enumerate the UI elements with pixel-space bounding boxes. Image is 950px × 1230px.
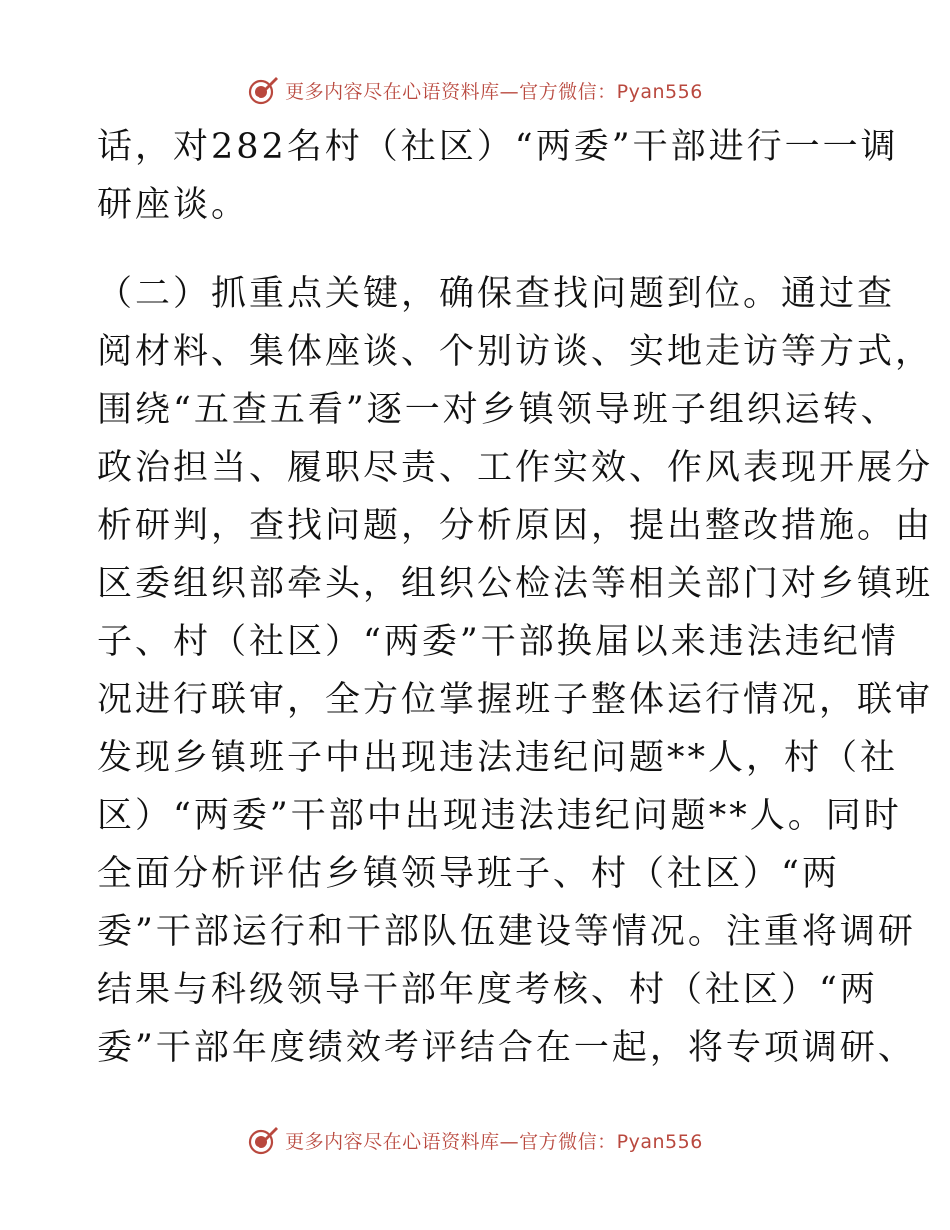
footer-banner bbox=[0, 1120, 950, 1160]
header-banner bbox=[0, 70, 950, 110]
pen-logo-icon bbox=[247, 74, 279, 106]
text-line: 围绕“五查五看”逐一对乡镇领导班子组织运转、 bbox=[97, 390, 899, 430]
text-line: 结果与科级领导干部年度考核、村（社区）“两 bbox=[97, 970, 878, 1010]
text-line: 全面分析评估乡镇领导班子、村（社区）“两 bbox=[97, 854, 840, 894]
text-line: 政治担当、履职尽责、工作实效、作风表现开展分 bbox=[97, 448, 934, 488]
footer-banner-text: 更多内容尽在心语资料库—官方微信：Pyan556 bbox=[285, 1130, 703, 1153]
text-line: 话，对282名村（社区）“两委”干部进行一一调 bbox=[97, 127, 899, 167]
header-banner-inner bbox=[247, 74, 703, 106]
footer-banner-inner bbox=[247, 1124, 703, 1156]
text-line: 析研判，查找问题，分析原因，提出整改措施。由 bbox=[97, 506, 934, 546]
section-heading-line: （二）抓重点关键，确保查找问题到位。通过查 bbox=[97, 274, 896, 314]
text-line: 子、村（社区）“两委”干部换届以来违法违纪情 bbox=[97, 622, 899, 662]
text-line: 研座谈。 bbox=[97, 185, 250, 225]
text-line: 区）“两委”干部中出现违法违纪问题**人。同时 bbox=[97, 796, 902, 836]
header-banner-text: 更多内容尽在心语资料库—官方微信：Pyan556 bbox=[285, 80, 703, 103]
document-body bbox=[97, 118, 934, 1077]
text-line: 委”干部年度绩效考评结合在一起，将专项调研、 bbox=[97, 1028, 916, 1068]
text-line: 阅材料、集体座谈、个别访谈、实地走访等方式， bbox=[97, 332, 934, 372]
text-line: 区委组织部牵头，组织公检法等相关部门对乡镇班 bbox=[97, 564, 934, 604]
text-line: 发现乡镇班子中出现违法违纪问题**人，村（社 bbox=[97, 738, 899, 778]
pen-logo-icon bbox=[247, 1124, 279, 1156]
text-line: 委”干部运行和干部队伍建设等情况。注重将调研 bbox=[97, 912, 916, 952]
text-line: 况进行联审，全方位掌握班子整体运行情况，联审 bbox=[97, 680, 934, 720]
